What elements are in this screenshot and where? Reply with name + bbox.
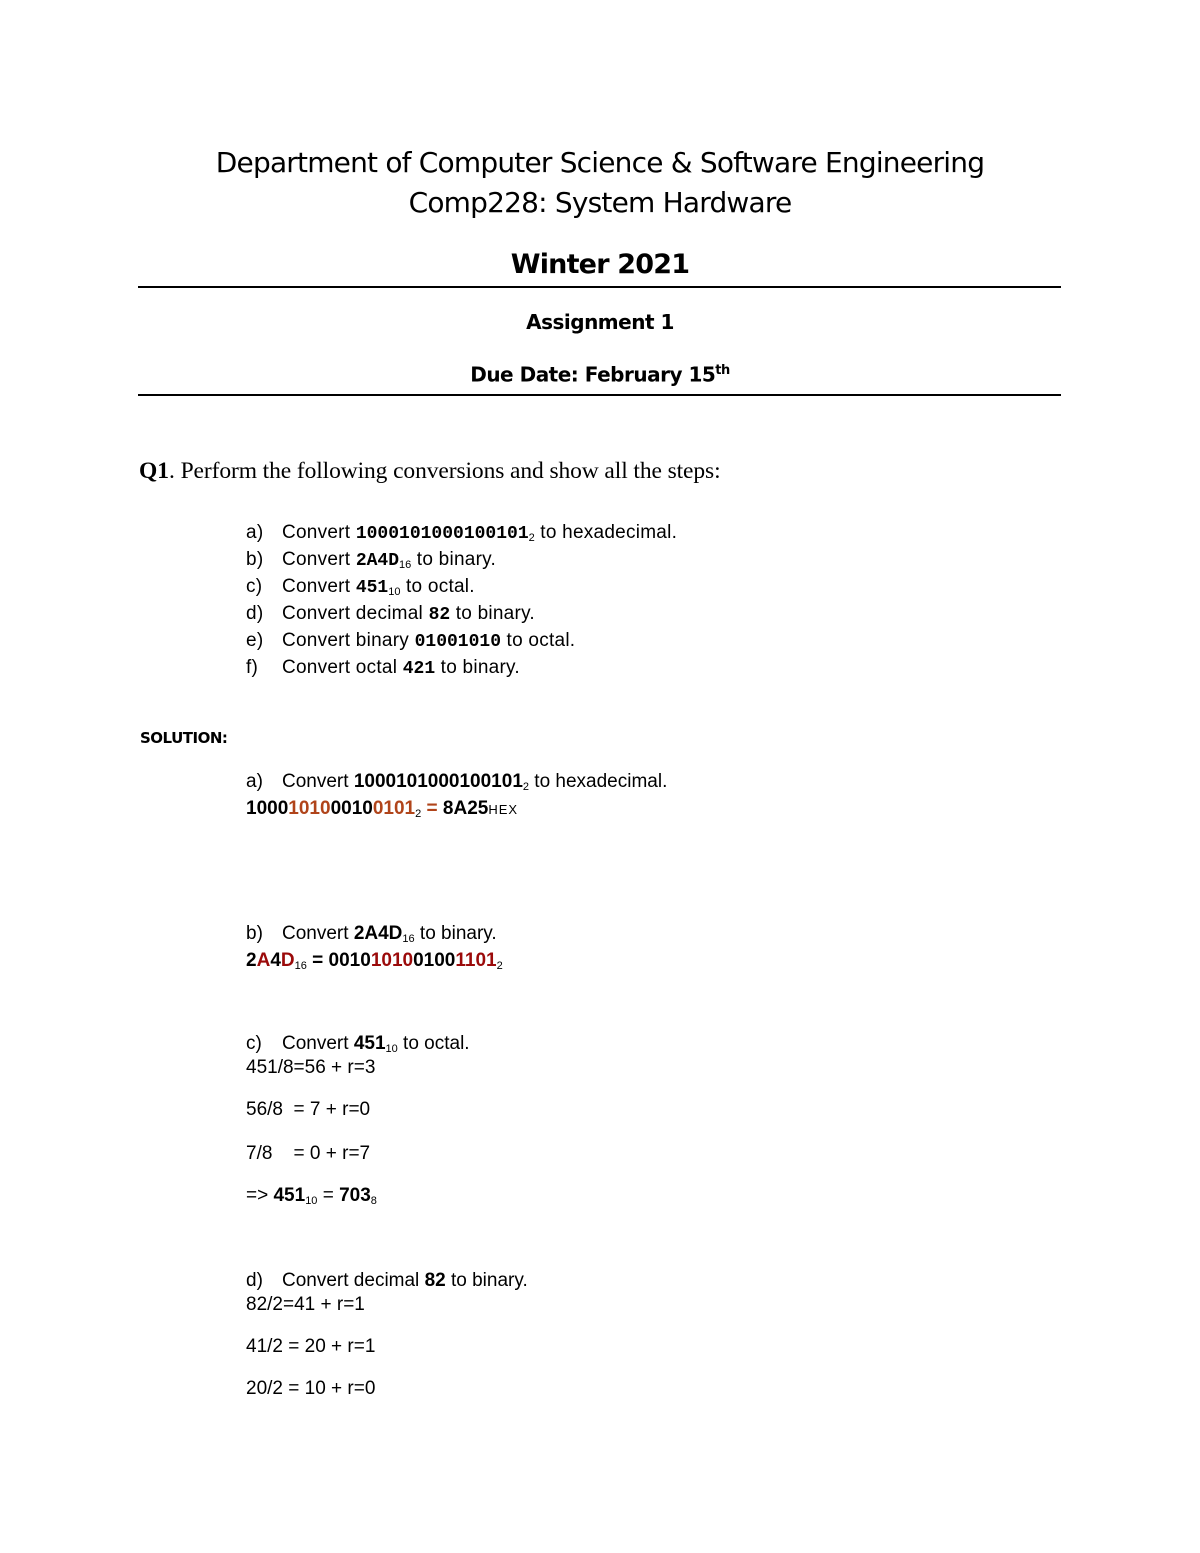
solution-a-pre: Convert (282, 771, 354, 792)
item-post: to hexadecimal. (534, 522, 678, 543)
solution-d-prompt (246, 1271, 528, 1290)
item-label: c) (246, 576, 263, 597)
solution-d-step: 41/2 = 20 + r=1 (246, 1336, 376, 1357)
binary-group: 0010 (330, 798, 373, 819)
hex-digit: D (280, 950, 295, 971)
result-decimal-base: 10 (305, 1195, 318, 1207)
item-base: 16 (399, 559, 412, 571)
binary-group: 1000 (246, 798, 289, 819)
item-pre: Convert (282, 576, 356, 597)
result-decimal: 451 (273, 1185, 306, 1206)
header-rule-bottom (138, 394, 1061, 396)
binary-group: 1010 (370, 950, 414, 971)
binary-base: 2 (415, 808, 422, 820)
solution-c-label: c) (246, 1033, 262, 1054)
solution-b-label: b) (246, 923, 263, 944)
solution-c-step: 7/8 = 0 + r=7 (246, 1143, 371, 1164)
solution-b-prompt (246, 924, 497, 945)
solution-a-value: 1000101000100101 (353, 771, 523, 792)
solution-a-answer (246, 799, 518, 820)
question-number: Q1 (139, 458, 170, 484)
hex-digit: A (256, 950, 271, 971)
item-value: 2A4D (355, 551, 400, 571)
solution-c-pre: Convert (282, 1033, 354, 1054)
assignment-title: Assignment 1 (526, 310, 674, 334)
course-title: Comp228: System Hardware (408, 186, 792, 219)
item-label: e) (246, 630, 264, 651)
item-value: 01001010 (414, 632, 502, 652)
hex-digit: 4 (270, 950, 281, 971)
hex-base: 16 (294, 960, 307, 972)
solution-c-prompt (246, 1034, 470, 1055)
item-pre: Convert binary (282, 630, 415, 651)
question-item (246, 631, 575, 651)
equals-sign: = (421, 798, 443, 819)
item-value: 82 (428, 605, 451, 625)
solution-heading: SOLUTION: (140, 729, 228, 747)
department-title: Department of Computer Science & Software Engineering (215, 146, 985, 179)
question-heading (139, 460, 721, 484)
item-value: 1000101000100101 (355, 524, 529, 544)
question-item (246, 604, 535, 624)
solution-b-answer (246, 951, 503, 972)
binary-base: 2 (496, 960, 503, 972)
solution-a-prompt (246, 772, 667, 793)
binary-group: 1101 (455, 950, 497, 971)
hex-base: HEX (488, 802, 519, 817)
solution-c-step: 56/8 = 7 + r=0 (246, 1099, 371, 1120)
solution-a-label: a) (246, 771, 263, 792)
item-post: to binary. (435, 657, 520, 678)
solution-d-label: d) (246, 1270, 263, 1291)
item-value: 421 (402, 659, 436, 679)
question-item (246, 658, 520, 678)
hex-result: 8A25 (442, 798, 489, 819)
item-base: 10 (388, 586, 401, 598)
item-post: to binary. (450, 603, 535, 624)
item-label: f) (246, 657, 259, 678)
question-item (246, 550, 496, 571)
item-label: d) (246, 603, 264, 624)
binary-group: 0101 (372, 798, 416, 819)
binary-group: 0100 (413, 950, 456, 971)
item-pre: Convert (282, 549, 356, 570)
item-post: to octal. (400, 576, 475, 597)
solution-c-value: 451 (353, 1033, 386, 1054)
solution-a-post: to hexadecimal. (529, 771, 668, 792)
result-octal-base: 8 (370, 1195, 377, 1207)
result-octal: 703 (339, 1185, 371, 1206)
equals-sign: = (317, 1185, 340, 1206)
item-post: to binary. (411, 549, 497, 570)
solution-d-step: 82/2=41 + r=1 (246, 1294, 365, 1315)
item-post: to octal. (501, 630, 576, 651)
solution-c-step: 451/8=56 + r=3 (246, 1057, 376, 1078)
item-pre: Convert decimal (282, 603, 429, 624)
result-arrow: => (246, 1185, 274, 1206)
item-label: b) (246, 549, 264, 570)
solution-d-pre: Convert decimal (282, 1270, 425, 1291)
solution-d-value: 82 (424, 1270, 446, 1291)
solution-c-result (246, 1186, 377, 1207)
solution-d-post: to binary. (445, 1270, 528, 1291)
item-label: a) (246, 522, 264, 543)
question-item (246, 577, 475, 598)
solution-c-post: to octal. (397, 1033, 470, 1054)
header-rule-top (138, 286, 1061, 288)
binary-group: 0010 (328, 950, 371, 971)
solution-b-pre: Convert (282, 923, 354, 944)
item-value: 451 (355, 578, 389, 598)
solution-b-value: 2A4D (353, 923, 403, 944)
equals-sign: = (306, 950, 329, 971)
due-date-text: Due Date: February 15 (470, 362, 716, 387)
item-base: 2 (528, 532, 535, 544)
due-date (0, 364, 1200, 385)
question-text: . Perform the following conversions and show all the steps: (169, 458, 721, 484)
due-date-suffix: th (715, 363, 730, 378)
solution-b-post: to binary. (414, 923, 497, 944)
binary-group: 1010 (288, 798, 331, 819)
solution-a-base: 2 (522, 781, 530, 793)
term-title: Winter 2021 (510, 249, 690, 280)
solution-d-step: 20/2 = 10 + r=0 (246, 1378, 376, 1399)
item-pre: Convert (282, 522, 356, 543)
question-item (246, 523, 677, 544)
solution-b-base: 16 (402, 933, 415, 945)
item-pre: Convert octal (282, 657, 403, 678)
hex-digit: 2 (246, 950, 257, 971)
solution-c-base: 10 (385, 1043, 398, 1055)
